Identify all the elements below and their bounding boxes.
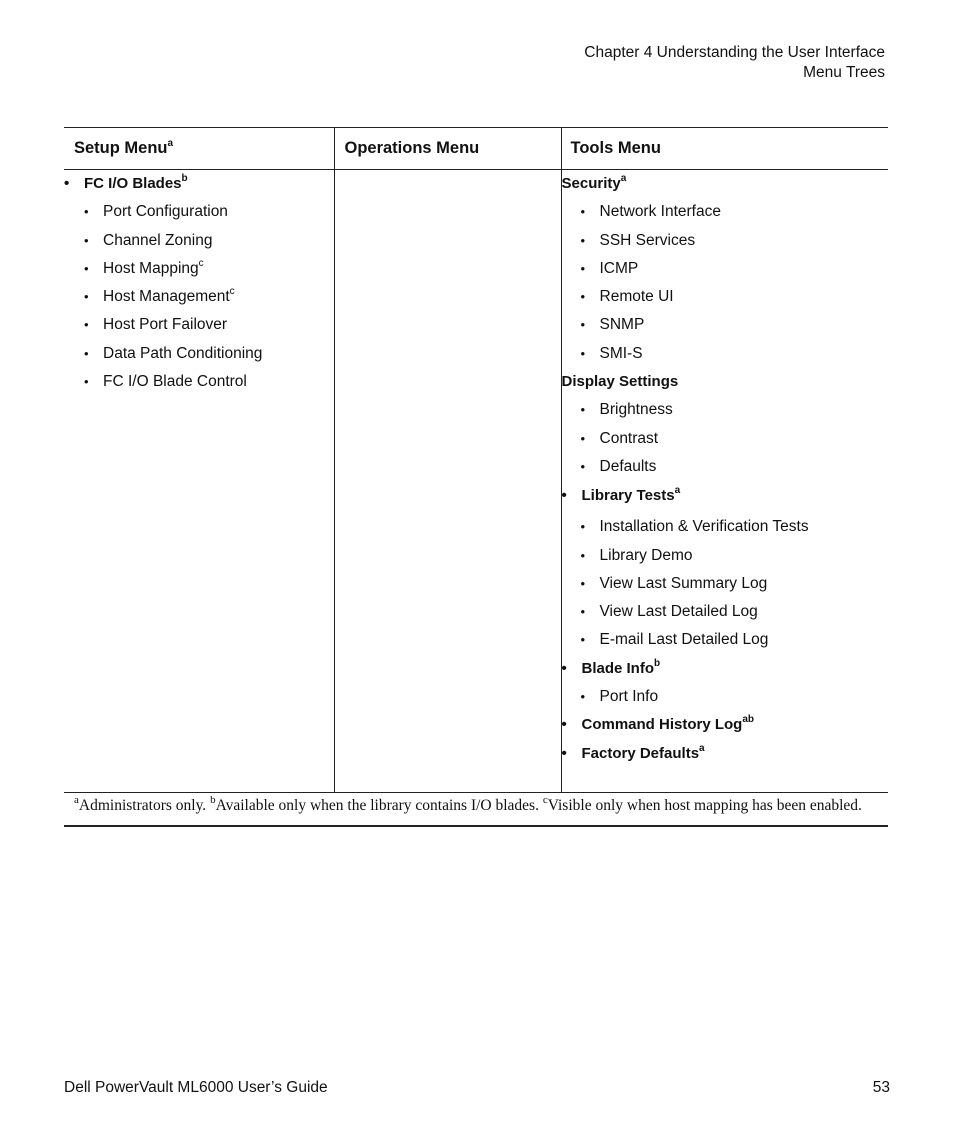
chapter-title: Chapter 4 Understanding the User Interface [584,44,885,61]
section-title: Menu Trees [803,64,885,81]
list-item: • SSH Services [562,227,889,255]
list-item: • FC I/O Blade Control [64,368,334,396]
list-item: • SMI-S [562,340,889,368]
table-body-row [64,170,888,793]
running-header [584,43,885,83]
list-item: • Port Configuration [64,198,334,226]
list-item: • Port Info [562,683,889,711]
tools-menu-cell [561,170,888,793]
list-item: • Library Demo [562,542,889,570]
list-item: • Channel Zoning [64,227,334,255]
list-item: • Defaults [562,453,889,481]
table-header-row [64,128,888,170]
page-number: 53 [872,1079,890,1096]
display-item-list [562,396,889,481]
tools-group-blade-info: • Blade Info$^b$ [562,655,889,683]
operations-menu-cell [334,170,561,793]
security-item-list [562,198,889,368]
list-item: • E-mail Last Detailed Log [562,626,889,654]
list-item: • Contrast [562,425,889,453]
column-header-operations: Operations Menu [334,128,561,170]
list-item: • Brightness [562,396,889,424]
list-item: • Host Management$^c$ [64,283,334,311]
tools-item-factory-defaults: • Factory Defaults$^a$ [562,740,889,768]
library-tests-item-list [562,513,889,654]
tools-group-library-tests: • Library Tests$^a$ [562,481,889,511]
list-item: • Host Port Failover [64,311,334,339]
table-footnote-row [64,793,888,827]
column-header-setup: Setup Menu$^a$ [64,128,334,170]
setup-item-list [64,198,334,396]
setup-group-fc-io-blades: • FC I/O Blades$^b$ [64,170,334,198]
tools-group-display-settings: Display Settings [561,373,679,391]
tools-item-command-history-log: • Command History Log$^{ab}$ [562,711,889,739]
list-item: • Host Mapping$^c$ [64,255,334,283]
blade-info-item-list [562,683,889,711]
list-item: • Remote UI [562,283,889,311]
list-item: • SNMP [562,311,889,339]
table-footnote: $^a$Administrators only. $^b$Available only when the library contains I/O blades. $^c$Visible only when host mapping has been enabled. [64,793,888,827]
tools-group-security: Security$^a$ [561,173,627,192]
footer-guide-title: Dell PowerVault ML6000 User’s Guide [64,1079,328,1096]
list-item: • View Last Detailed Log [562,598,889,626]
list-item: • ICMP [562,255,889,283]
list-item: • Installation & Verification Tests [562,513,889,541]
list-item: • Network Interface [562,198,889,226]
menu-tree-table [64,127,888,827]
list-item: • View Last Summary Log [562,570,889,598]
column-header-tools: Tools Menu [561,128,888,170]
list-item: • Data Path Conditioning [64,340,334,368]
setup-menu-cell [64,170,334,793]
